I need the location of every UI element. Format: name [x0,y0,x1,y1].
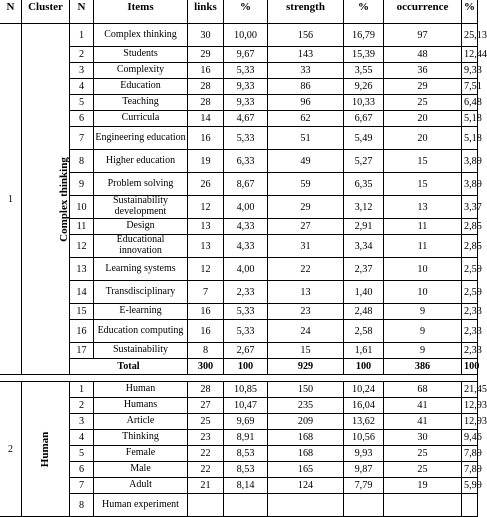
links-percent: 4,00 [224,258,268,281]
row-number: 3 [70,63,94,79]
links-value: 23 [188,430,224,446]
strength-value: 156 [268,24,344,47]
links-value: 21 [188,478,224,494]
links-value: 16 [188,320,224,343]
row-number: 1 [70,382,94,398]
table-row [0,24,478,47]
links-value: 25 [188,414,224,430]
links-percent: 5,33 [224,304,268,320]
row-number: 7 [70,127,94,150]
total-strength: 929 [268,359,344,375]
item-name: Sustainability [94,343,188,359]
item-name: Human experiment [94,494,188,517]
occurrence-percent: 2,33 [462,320,478,343]
occurrence-percent: 9,33 [462,63,478,79]
table-row [0,414,478,430]
total-occurrence: 386 [384,359,462,375]
table-row [0,462,478,478]
strength-percent: 16,79 [344,24,384,47]
row-number: 17 [70,343,94,359]
item-name: Transdisciplinary [94,281,188,304]
occurrence-value: 48 [384,47,462,63]
table-row [0,47,478,63]
occurrence-value: 10 [384,258,462,281]
occurrence-percent [462,494,478,517]
links-percent: 10,85 [224,382,268,398]
links-value: 16 [188,63,224,79]
item-name: Engineering education [94,127,188,150]
links-value: 27 [188,398,224,414]
item-name: Female [94,446,188,462]
item-name: Complex thinking [94,24,188,47]
occurrence-percent: 3,37 [462,196,478,219]
occurrence-percent: 2,33 [462,304,478,320]
item-name: Humans [94,398,188,414]
strength-value: 150 [268,382,344,398]
item-name: Education computing [94,320,188,343]
occurrence-value: 25 [384,95,462,111]
strength-value: 143 [268,47,344,63]
row-number: 12 [70,235,94,258]
table-row [0,219,478,235]
links-percent: 4,67 [224,111,268,127]
item-name: Sustainability development [94,196,188,219]
item-name: Problem solving [94,173,188,196]
links-percent: 5,33 [224,127,268,150]
occurrence-value: 10 [384,281,462,304]
strength-percent: 6,67 [344,111,384,127]
table-row [0,127,478,150]
links-percent: 9,69 [224,414,268,430]
links-value: 19 [188,150,224,173]
item-name: Human [94,382,188,398]
table-row [0,446,478,462]
links-value: 22 [188,446,224,462]
row-number: 14 [70,281,94,304]
occurrence-value: 13 [384,196,462,219]
item-name: Higher education [94,150,188,173]
strength-value: 168 [268,430,344,446]
strength-value: 209 [268,414,344,430]
strength-percent: 2,37 [344,258,384,281]
strength-value: 27 [268,219,344,235]
header-cluster: Cluster [22,0,70,24]
table-row [0,196,478,219]
strength-percent: 9,87 [344,462,384,478]
strength-value: 59 [268,173,344,196]
item-name: Thinking [94,430,188,446]
item-name: Curricula [94,111,188,127]
occurrence-percent: 9,46 [462,430,478,446]
table-row [0,398,478,414]
links-value: 13 [188,235,224,258]
header-no: N [0,0,22,24]
occurrence-percent: 21,45 [462,382,478,398]
separator-cell [0,375,478,382]
links-percent: 2,33 [224,281,268,304]
strength-value: 31 [268,235,344,258]
occurrence-percent: 6,48 [462,95,478,111]
occurrence-percent: 2,59 [462,258,478,281]
strength-percent: 1,61 [344,343,384,359]
table-row [0,430,478,446]
occurrence-value: 15 [384,150,462,173]
item-name: Teaching [94,95,188,111]
strength-value: 24 [268,320,344,343]
item-name: Article [94,414,188,430]
table-row [0,281,478,304]
occurrence-value [384,494,462,517]
strength-percent: 6,35 [344,173,384,196]
row-number: 2 [70,47,94,63]
cluster-number: 2 [0,382,22,517]
table-row [0,111,478,127]
links-value [188,494,224,517]
links-value: 13 [188,219,224,235]
table-row [0,343,478,359]
links-value: 30 [188,24,224,47]
occurrence-value: 29 [384,79,462,95]
links-percent: 10,47 [224,398,268,414]
total-label: Total [70,359,188,375]
occurrence-percent: 2,85 [462,235,478,258]
occurrence-value: 25 [384,462,462,478]
strength-value: 33 [268,63,344,79]
row-number: 6 [70,462,94,478]
occurrence-percent: 3,89 [462,150,478,173]
links-percent: 6,33 [224,150,268,173]
cluster-name-label: Complex thinking [57,156,70,242]
row-number: 13 [70,258,94,281]
occurrence-percent: 12,93 [462,398,478,414]
header-strength: strength [268,0,344,24]
strength-percent: 13,62 [344,414,384,430]
occurrence-value: 9 [384,320,462,343]
strength-percent: 3,34 [344,235,384,258]
occurrence-value: 97 [384,24,462,47]
strength-percent: 10,24 [344,382,384,398]
occurrence-percent: 12,44 [462,47,478,63]
strength-value: 96 [268,95,344,111]
strength-percent: 3,55 [344,63,384,79]
occurrence-value: 11 [384,219,462,235]
row-number: 1 [70,24,94,47]
row-number: 4 [70,79,94,95]
total-row [0,359,478,375]
strength-value: 165 [268,462,344,478]
links-percent: 10,00 [224,24,268,47]
links-value: 29 [188,47,224,63]
occurrence-value: 25 [384,446,462,462]
strength-percent: 10,33 [344,95,384,111]
total-links-percent: 100 [224,359,268,375]
occurrence-value: 41 [384,414,462,430]
occurrence-percent: 12,93 [462,414,478,430]
header-row [0,0,478,24]
strength-percent: 2,91 [344,219,384,235]
links-percent: 8,67 [224,173,268,196]
occurrence-percent: 5,18 [462,127,478,150]
item-name: Complexity [94,63,188,79]
links-value: 7 [188,281,224,304]
cluster-separator [0,375,478,382]
row-number: 16 [70,320,94,343]
strength-percent [344,494,384,517]
links-value: 14 [188,111,224,127]
strength-percent: 2,48 [344,304,384,320]
strength-percent: 16,04 [344,398,384,414]
header-pct-links: % [224,0,268,24]
occurrence-value: 20 [384,127,462,150]
strength-percent: 9,26 [344,79,384,95]
cluster-name-label: Human [39,431,51,467]
occurrence-value: 15 [384,173,462,196]
occurrence-percent: 3,89 [462,173,478,196]
total-occurrence-percent: 100 [462,359,478,375]
links-value: 12 [188,196,224,219]
row-number: 11 [70,219,94,235]
table-row [0,63,478,79]
table-row [0,382,478,398]
header-links: links [188,0,224,24]
strength-value: 15 [268,343,344,359]
strength-value: 168 [268,446,344,462]
strength-value: 49 [268,150,344,173]
row-number: 3 [70,414,94,430]
links-value: 12 [188,258,224,281]
links-percent: 4,33 [224,235,268,258]
item-name: E-learning [94,304,188,320]
total-links: 300 [188,359,224,375]
links-percent: 8,91 [224,430,268,446]
table-row [0,150,478,173]
strength-percent: 5,27 [344,150,384,173]
row-number: 7 [70,478,94,494]
row-number: 5 [70,95,94,111]
cluster-number: 1 [0,24,22,375]
links-value: 16 [188,127,224,150]
links-percent: 9,33 [224,79,268,95]
links-percent: 8,53 [224,446,268,462]
header-items: Items [94,0,188,24]
links-value: 28 [188,79,224,95]
occurrence-percent: 5,99 [462,478,478,494]
occurrence-percent: 2,59 [462,281,478,304]
links-percent: 5,33 [224,320,268,343]
occurrence-value: 36 [384,63,462,79]
occurrence-percent: 7,89 [462,446,478,462]
total-strength-percent: 100 [344,359,384,375]
links-value: 28 [188,95,224,111]
strength-percent: 10,56 [344,430,384,446]
links-value: 16 [188,304,224,320]
row-number: 10 [70,196,94,219]
row-number: 2 [70,398,94,414]
occurrence-value: 68 [384,382,462,398]
header-pct-occurrence: % [462,0,478,24]
table-row [0,320,478,343]
links-percent: 8,53 [224,462,268,478]
strength-value: 235 [268,398,344,414]
row-number: 8 [70,494,94,517]
item-name: Educational innovation [94,235,188,258]
table-row [0,494,478,517]
table-row [0,258,478,281]
table-row [0,79,478,95]
strength-percent: 7,79 [344,478,384,494]
occurrence-percent: 2,33 [462,343,478,359]
occurrence-value: 41 [384,398,462,414]
links-percent: 9,33 [224,95,268,111]
strength-value: 13 [268,281,344,304]
row-number: 9 [70,173,94,196]
links-value: 22 [188,462,224,478]
occurrence-percent: 5,18 [462,111,478,127]
strength-percent: 2,58 [344,320,384,343]
item-name: Students [94,47,188,63]
links-value: 26 [188,173,224,196]
strength-value: 22 [268,258,344,281]
occurrence-percent: 25,13 [462,24,478,47]
strength-value [268,494,344,517]
links-value: 8 [188,343,224,359]
occurrence-value: 9 [384,304,462,320]
table-row [0,478,478,494]
table-row [0,235,478,258]
strength-value: 62 [268,111,344,127]
item-name: Design [94,219,188,235]
item-name: Male [94,462,188,478]
links-percent: 4,33 [224,219,268,235]
item-name: Adult [94,478,188,494]
strength-value: 124 [268,478,344,494]
row-number: 8 [70,150,94,173]
row-number: 6 [70,111,94,127]
header-n: N [70,0,94,24]
strength-percent: 1,40 [344,281,384,304]
strength-value: 23 [268,304,344,320]
strength-percent: 5,49 [344,127,384,150]
strength-value: 86 [268,79,344,95]
links-value: 28 [188,382,224,398]
header-occurrence: occurrence [384,0,462,24]
links-percent: 8,14 [224,478,268,494]
row-number: 4 [70,430,94,446]
occurrence-value: 30 [384,430,462,446]
links-percent: 9,67 [224,47,268,63]
occurrence-percent: 7,51 [462,79,478,95]
strength-value: 29 [268,196,344,219]
occurrence-percent: 2,85 [462,219,478,235]
cluster-name [22,24,70,375]
table-row [0,95,478,111]
item-name: Learning systems [94,258,188,281]
table-row [0,173,478,196]
item-name: Education [94,79,188,95]
table-row [0,304,478,320]
occurrence-value: 19 [384,478,462,494]
links-percent [224,494,268,517]
links-percent: 5,33 [224,63,268,79]
occurrence-percent: 7,89 [462,462,478,478]
strength-value: 51 [268,127,344,150]
row-number: 15 [70,304,94,320]
occurrence-value: 11 [384,235,462,258]
row-number: 5 [70,446,94,462]
strength-percent: 3,12 [344,196,384,219]
header-pct-strength: % [344,0,384,24]
links-percent: 4,00 [224,196,268,219]
strength-percent: 9,93 [344,446,384,462]
links-percent: 2,67 [224,343,268,359]
cluster-name [22,382,70,517]
strength-percent: 15,39 [344,47,384,63]
occurrence-value: 9 [384,343,462,359]
occurrence-value: 20 [384,111,462,127]
